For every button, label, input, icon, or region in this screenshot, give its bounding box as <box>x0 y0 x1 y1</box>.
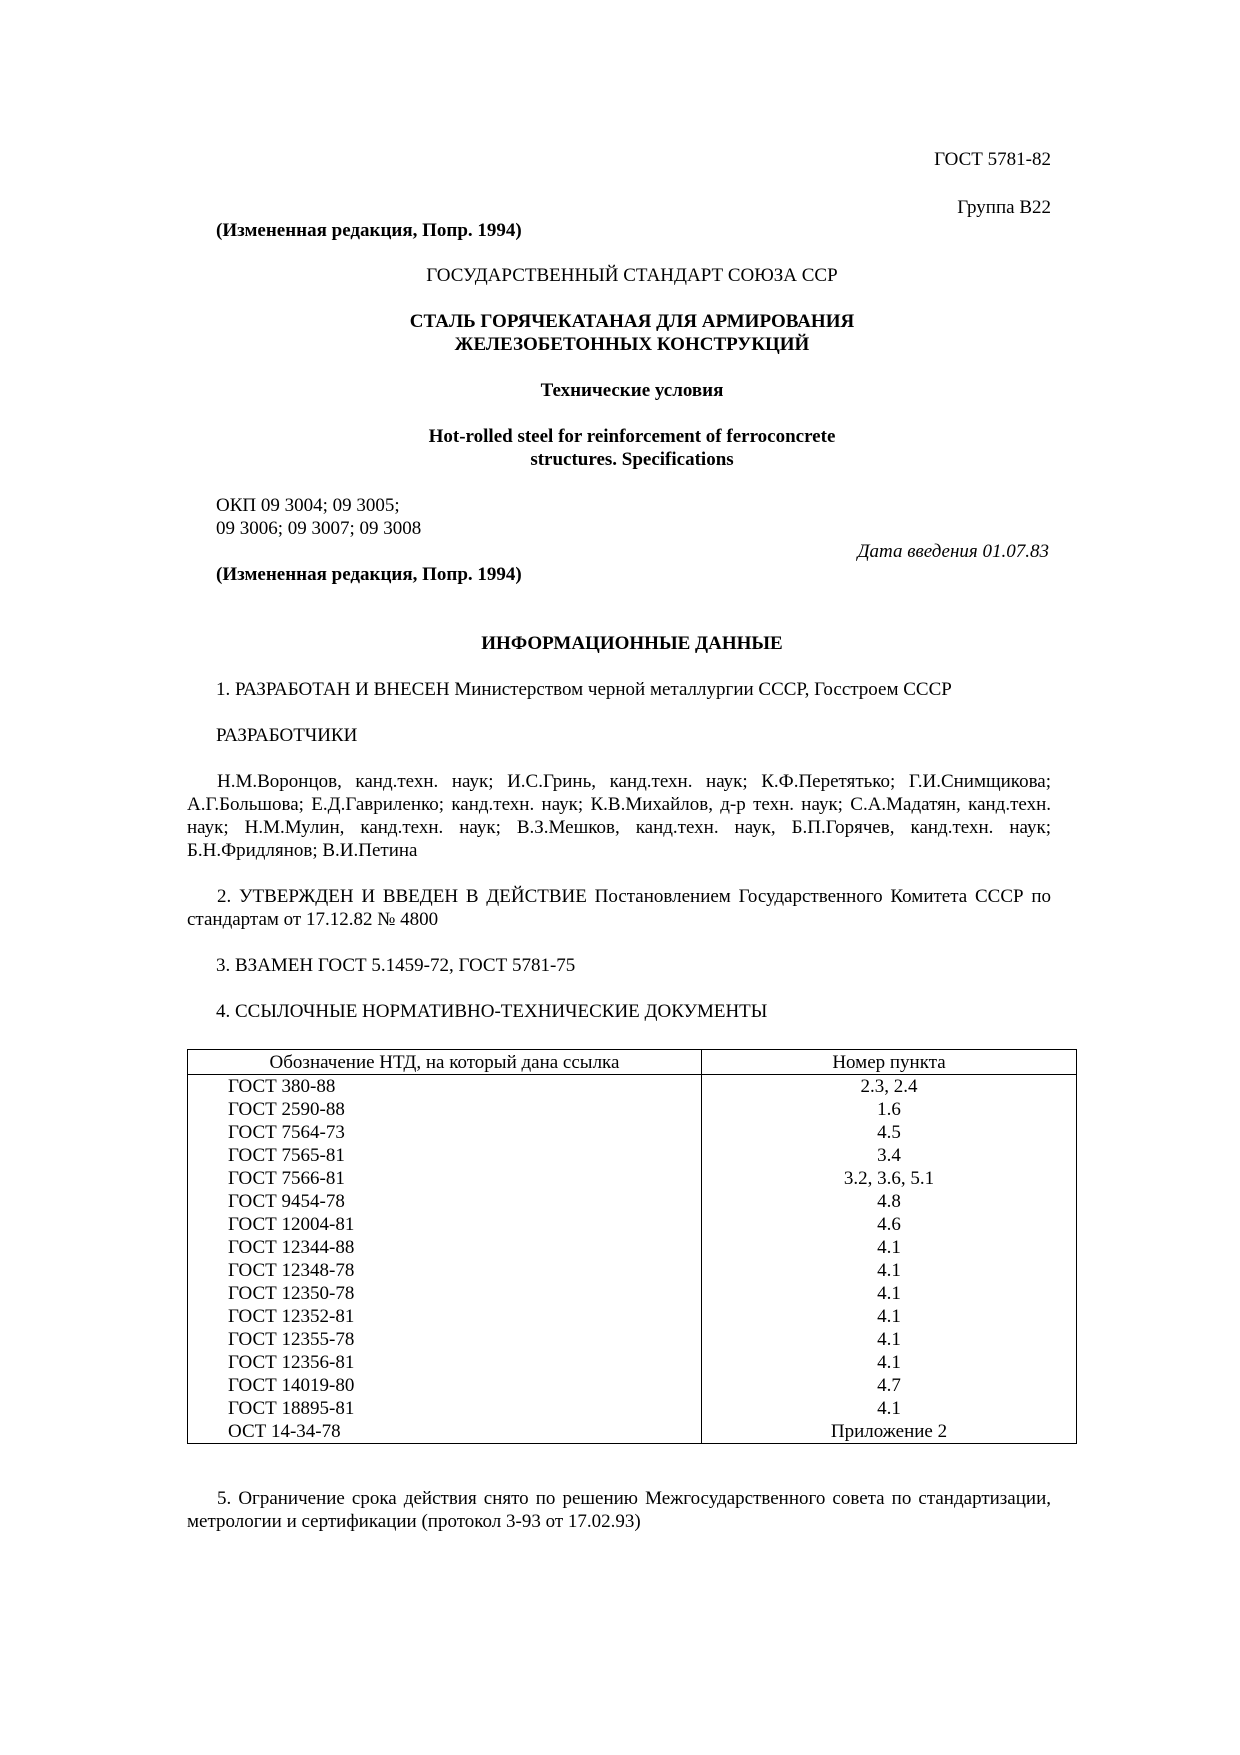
table-row <box>188 1328 1077 1351</box>
info-heading: ИНФОРМАЦИОННЫЕ ДАННЫЕ <box>481 633 783 654</box>
document-cell: ГОСТ 12344-88 <box>188 1236 702 1259</box>
clause-cell: 4.8 <box>702 1190 1077 1213</box>
clause-cell: 4.1 <box>702 1282 1077 1305</box>
document-subtitle: Технические условия <box>540 380 724 401</box>
table-row <box>188 1167 1077 1190</box>
group-code: Группа В22 <box>957 197 1051 218</box>
clause-cell: 4.1 <box>702 1236 1077 1259</box>
info-item-5: 5. Ограничение срока действия снято по решению Межгосударственного совета по стандартизации, метрологии и сертификации (протокол 3-93 от 17.02.93) <box>187 1488 1051 1532</box>
table-row <box>188 1075 1077 1099</box>
clause-cell: 4.5 <box>702 1121 1077 1144</box>
clause-cell: 4.1 <box>702 1351 1077 1374</box>
document-cell: ГОСТ 12356-81 <box>188 1351 702 1374</box>
clause-cell: Приложение 2 <box>702 1420 1077 1444</box>
edition-note-bottom: (Измененная редакция, Попр. 1994) <box>216 564 522 585</box>
clause-cell: 1.6 <box>702 1098 1077 1121</box>
clause-cell: 4.1 <box>702 1397 1077 1420</box>
clause-cell: 3.2, 3.6, 5.1 <box>702 1167 1077 1190</box>
table-row <box>188 1144 1077 1167</box>
english-title-line1: Hot-rolled steel for reinforcement of ferroconcrete <box>428 426 836 447</box>
table-header-row <box>188 1050 1077 1075</box>
okp-codes-line2: 09 3006; 09 3007; 09 3008 <box>216 518 422 539</box>
document-cell: ГОСТ 12350-78 <box>188 1282 702 1305</box>
document-cell: ГОСТ 12004-81 <box>188 1213 702 1236</box>
clause-cell: 4.1 <box>702 1305 1077 1328</box>
info-item-1: 1. РАЗРАБОТАН И ВНЕСЕН Министерством черной металлургии СССР, Госстроем СССР <box>216 679 952 700</box>
document-cell: ГОСТ 14019-80 <box>188 1374 702 1397</box>
table-row <box>188 1374 1077 1397</box>
table-row <box>188 1282 1077 1305</box>
table-row <box>188 1420 1077 1444</box>
document-cell: ОСТ 14-34-78 <box>188 1420 702 1444</box>
table-row <box>188 1121 1077 1144</box>
document-cell: ГОСТ 7565-81 <box>188 1144 702 1167</box>
edition-note-top: (Измененная редакция, Попр. 1994) <box>216 220 522 241</box>
clause-cell: 4.1 <box>702 1328 1077 1351</box>
table-row <box>188 1305 1077 1328</box>
table-row <box>188 1236 1077 1259</box>
info-item-4: 4. ССЫЛОЧНЫЕ НОРМАТИВНО-ТЕХНИЧЕСКИЕ ДОКУМЕНТЫ <box>216 1001 768 1022</box>
table-row <box>188 1397 1077 1420</box>
developers-heading: РАЗРАБОТЧИКИ <box>216 725 358 746</box>
table-row <box>188 1190 1077 1213</box>
gost-number: ГОСТ 5781-82 <box>934 149 1051 170</box>
clause-cell: 2.3, 2.4 <box>702 1075 1077 1099</box>
clause-cell: 4.7 <box>702 1374 1077 1397</box>
document-cell: ГОСТ 12348-78 <box>188 1259 702 1282</box>
developers-list: Н.М.Воронцов, канд.техн. наук; И.С.Гринь, канд.техн. наук; К.Ф.Перетятько; Г.И.Снимщикова; А.Г.Большова; Е.Д.Гавриленко; канд.техн. наук; К.В.Михайлов, д-р техн. наук; С.А.Мадатян, канд.техн. наук; Н.М.Мулин, канд.техн. наук; В.З.Мешков, канд.техн. наук, Б.П.Горячев, канд.техн. наук; Б.Н.Фридлянов; В.И.Петина <box>187 771 1051 861</box>
table-row <box>188 1259 1077 1282</box>
document-cell: ГОСТ 12352-81 <box>188 1305 702 1328</box>
document-cell: ГОСТ 12355-78 <box>188 1328 702 1351</box>
document-cell: ГОСТ 9454-78 <box>188 1190 702 1213</box>
column-header-document: Обозначение НТД, на который дана ссылка <box>188 1050 702 1075</box>
document-cell: ГОСТ 2590-88 <box>188 1098 702 1121</box>
document-cell: ГОСТ 7566-81 <box>188 1167 702 1190</box>
info-item-2: 2. УТВЕРЖДЕН И ВВЕДЕН В ДЕЙСТВИЕ Постановлением Государственного Комитета СССР по стандартам от 17.12.82 № 4800 <box>187 886 1051 930</box>
state-standard-heading: ГОСУДАРСТВЕННЫЙ СТАНДАРТ СОЮЗА ССР <box>426 265 838 286</box>
column-header-clause: Номер пункта <box>702 1050 1077 1075</box>
table-row <box>188 1351 1077 1374</box>
table-row <box>188 1098 1077 1121</box>
info-item-3: 3. ВЗАМЕН ГОСТ 5.1459-72, ГОСТ 5781-75 <box>216 955 576 976</box>
clause-cell: 4.1 <box>702 1259 1077 1282</box>
references-table <box>187 1049 1077 1444</box>
table-row <box>188 1213 1077 1236</box>
document-title-line1: СТАЛЬ ГОРЯЧЕКАТАНАЯ ДЛЯ АРМИРОВАНИЯ <box>409 311 855 332</box>
clause-cell: 3.4 <box>702 1144 1077 1167</box>
english-title-line2: structures. Specifications <box>530 449 734 470</box>
document-title-line2: ЖЕЛЕЗОБЕТОННЫХ КОНСТРУКЦИЙ <box>454 334 810 355</box>
document-cell: ГОСТ 18895-81 <box>188 1397 702 1420</box>
clause-cell: 4.6 <box>702 1213 1077 1236</box>
introduction-date: Дата введения 01.07.83 <box>857 541 1049 562</box>
document-cell: ГОСТ 380-88 <box>188 1075 702 1099</box>
document-cell: ГОСТ 7564-73 <box>188 1121 702 1144</box>
okp-codes-line1: ОКП 09 3004; 09 3005; <box>216 495 400 516</box>
